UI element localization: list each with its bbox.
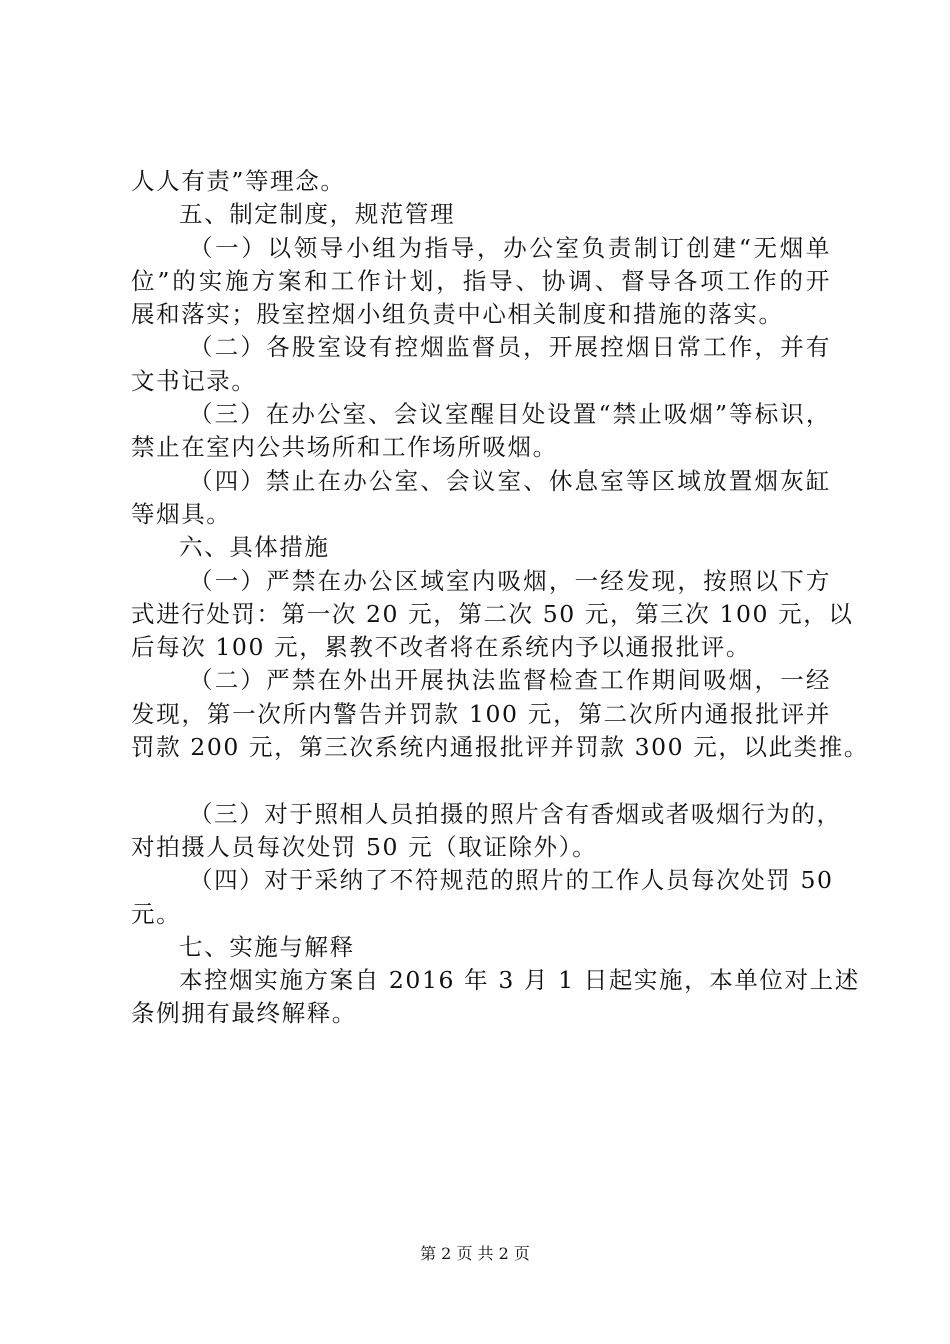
paragraph-line: 人人有责”等理念。 xyxy=(131,167,346,195)
paragraph-line: 禁止在室内公共场所和工作场所吸烟。 xyxy=(131,433,558,462)
paragraph-line: （三）在办公室、会议室醒目处设置“禁止吸烟”等标识， xyxy=(189,400,831,429)
section-heading-seven: 七、实施与解释 xyxy=(179,932,355,961)
paragraph-line: 等烟具。 xyxy=(131,499,232,528)
paragraph-line: 条例拥有最终解释。 xyxy=(131,999,357,1028)
paragraph-line: （二）各股室设有控烟监督员，开展控烟日常工作，并有 xyxy=(189,333,831,362)
paragraph-line: （三）对于照相人员拍摄的照片含有香烟或者吸烟行为的， xyxy=(189,799,842,828)
paragraph-line: 本控烟实施方案自 2016 年 3 月 1 日起实施，本单位对上述 xyxy=(179,966,860,995)
paragraph-line: （四）对于采纳了不符规范的照片的工作人员每次处罚 50 xyxy=(189,866,834,895)
paragraph-line: 元。 xyxy=(131,899,182,928)
paragraph-line: 展和落实；股室控烟小组负责中心相关制度和措施的落实。 xyxy=(131,300,784,329)
section-heading-five: 五、制定制度，规范管理 xyxy=(179,200,456,229)
paragraph-line: （四）禁止在办公室、会议室、休息室等区域放置烟灰缸 xyxy=(189,466,831,495)
paragraph-line: （二）严禁在外出开展执法监督检查工作期间吸烟，一经 xyxy=(189,666,831,695)
paragraph-line: 文书记录。 xyxy=(131,366,257,395)
section-heading-six: 六、具体措施 xyxy=(179,533,330,562)
page-number-footer: 第 2 页 共 2 页 xyxy=(420,1244,530,1263)
paragraph-line: （一）严禁在办公区域室内吸烟，一经发现，按照以下方 xyxy=(189,566,831,595)
paragraph-line: 罚款 200 元，第三次系统内通报批评并罚款 300 元，以此类推。 xyxy=(131,733,869,762)
paragraph-line: 式进行处罚：第一次 20 元，第二次 50 元，第三次 100 元，以 xyxy=(131,599,854,628)
paragraph-line: 后每次 100 元，累教不改者将在系统内予以通报批评。 xyxy=(131,633,751,662)
paragraph-gap xyxy=(131,764,831,797)
document-body xyxy=(131,165,869,1031)
paragraph-line: （一）以领导小组为指导，办公室负责制订创建“无烟单 xyxy=(189,233,831,262)
paragraph-line: 对拍摄人员每次处罚 50 元（取证除外）。 xyxy=(131,832,598,861)
paragraph-line: 发现，第一次所内警告并罚款 100 元，第二次所内通报批评并 xyxy=(131,699,831,728)
paragraph-line: 位”的实施方案和工作计划，指导、协调、督导各项工作的开 xyxy=(131,266,831,295)
